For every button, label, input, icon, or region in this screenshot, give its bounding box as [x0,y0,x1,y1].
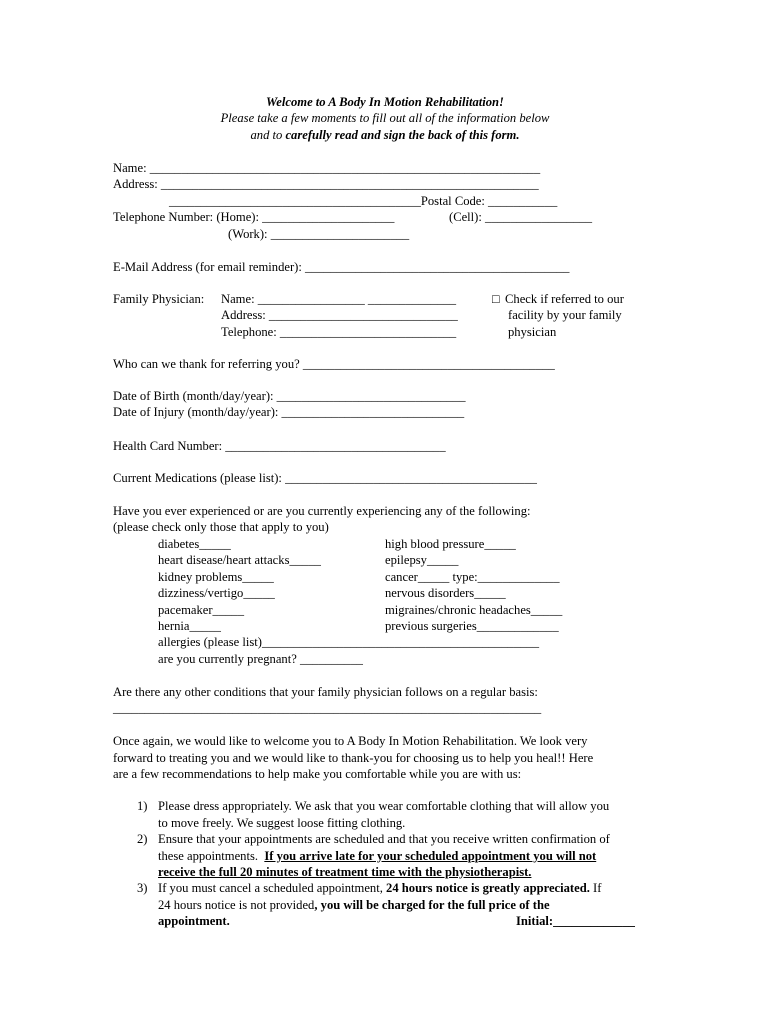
conditions-instruction: (please check only those that apply to you) [113,520,329,534]
condition-item[interactable]: dizziness/vertigo_____ [158,586,275,600]
conditions-question: Have you ever experienced or are you currently experiencing any of the following: [113,504,531,518]
form-title: Welcome to A Body In Motion Rehabilitation! [266,95,504,109]
health-card-field[interactable]: Health Card Number: ___________________________________ [113,439,446,453]
address-postal-field[interactable]: ________________________________________Postal Code: ___________ [169,194,558,208]
condition-item[interactable]: high blood pressure_____ [385,537,516,551]
physician-address-field[interactable]: Address: ______________________________ [221,308,458,322]
medications-field[interactable]: Current Medications (please list): ________________________________________ [113,471,537,485]
allergies-field[interactable]: allergies (please list)____________________________________________ [158,635,540,649]
condition-item[interactable]: epilepsy_____ [385,553,459,567]
form-subtitle-2: and to carefully read and sign the back of this form. [250,128,520,142]
recommendation-text: 24 hours notice is not provided, you will be charged for the full price of the [158,898,550,912]
referral-check-label-3: physician [508,325,557,339]
condition-item[interactable]: nervous disorders_____ [385,586,506,600]
referral-check-label: Check if referred to our [505,292,624,306]
condition-item[interactable]: diabetes_____ [158,537,231,551]
referral-checkbox[interactable]: □ [492,292,500,306]
condition-item[interactable]: pacemaker_____ [158,603,245,617]
dob-field[interactable]: Date of Birth (month/day/year): ______________________________ [113,389,466,403]
condition-item[interactable]: hernia_____ [158,619,221,633]
pregnant-field[interactable]: are you currently pregnant? __________ [158,652,363,666]
name-field[interactable]: Name: ______________________________________________________________ [113,161,541,175]
recommendation-text: If you must cancel a scheduled appointment, 24 hours notice is greatly appreciated. If [158,881,602,895]
cell-phone-field[interactable]: (Cell): _________________ [449,210,593,224]
recommendation-text: to move freely. We suggest loose fitting clothing. [158,816,406,830]
welcome-paragraph-line: forward to treating you and we would like to thank-you for choosing us to help you heal!! Here [113,751,594,765]
form-subtitle: Please take a few moments to fill out all of the information below [220,111,550,125]
other-conditions-question: Are there any other conditions that your family physician follows on a regular basis: [113,685,538,699]
physician-telephone-field[interactable]: Telephone: ____________________________ [221,325,457,339]
condition-item[interactable]: kidney problems_____ [158,570,274,584]
condition-item[interactable]: cancer_____ type:_____________ [385,570,560,584]
recommendation-text: these appointments. If you arrive late for your scheduled appointment you will not [158,849,597,863]
doi-field[interactable]: Date of Injury (month/day/year): _____________________________ [113,405,465,419]
physician-label: Family Physician: [113,292,205,306]
recommendation-warning: receive the full 20 minutes of treatment time with the physiotherapist. [158,865,532,879]
recommendation-text: Ensure that your appointments are scheduled and that you receive written confirmation of [158,832,610,846]
initial-field[interactable]: Initial:_____________ [516,914,635,928]
work-phone-field[interactable]: (Work): ______________________ [228,227,410,241]
other-conditions-field[interactable]: ____________________________________________________________________ [113,701,542,715]
recommendation-number: 1) [137,799,148,813]
condition-item[interactable]: migraines/chronic headaches_____ [385,603,563,617]
condition-item[interactable]: previous surgeries_____________ [385,619,559,633]
physician-name-field[interactable]: Name: _________________ ______________ [221,292,457,306]
recommendation-number: 2) [137,832,148,846]
referral-check-label-2: facility by your family [508,308,622,322]
welcome-paragraph-line: are a few recommendations to help make you comfortable while you are with us: [113,767,522,781]
address-field[interactable]: Address: ____________________________________________________________ [113,177,539,191]
recommendation-text: appointment. [158,914,230,928]
referral-field[interactable]: Who can we thank for referring you? ________________________________________ [113,357,555,371]
recommendation-text: Please dress appropriately. We ask that you wear comfortable clothing that will allow you [158,799,610,813]
recommendation-number: 3) [137,881,148,895]
home-phone-field[interactable]: Telephone Number: (Home): _____________________ [113,210,395,224]
welcome-paragraph-line: Once again, we would like to welcome you to A Body In Motion Rehabilitation. We look very [113,734,588,748]
email-field[interactable]: E-Mail Address (for email reminder): __________________________________________ [113,260,570,274]
condition-item[interactable]: heart disease/heart attacks_____ [158,553,321,567]
